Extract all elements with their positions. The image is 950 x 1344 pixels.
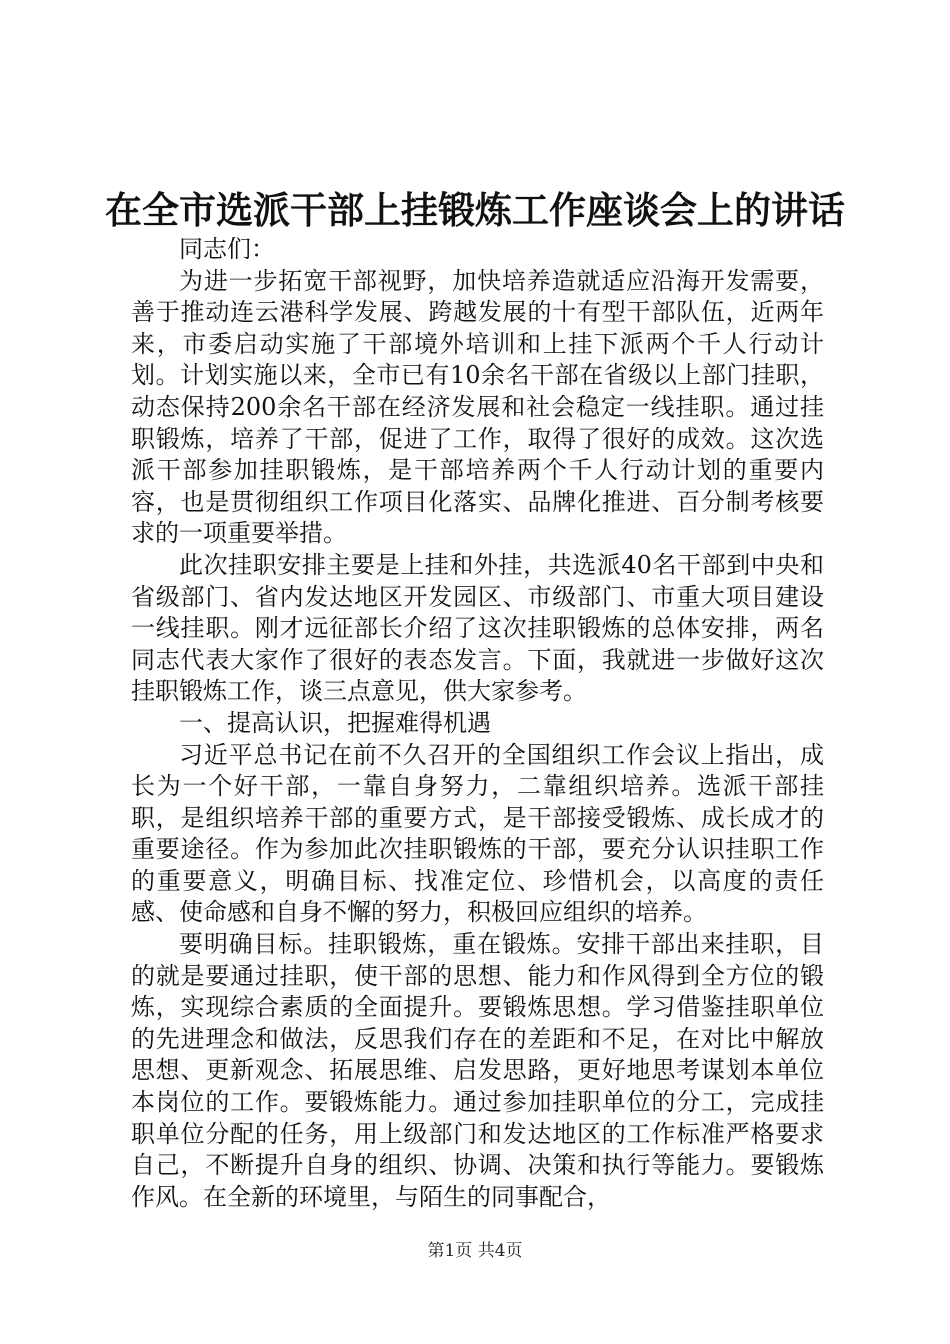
document-body — [131, 234, 824, 1213]
paragraph-goals: 要明确目标。挂职锻炼，重在锻炼。安排干部出来挂职，目的就是要通过挂职，使干部的思想、能力和作风得到全方位的锻炼，实现综合素质的全面提升。要锻炼思想。学习借鉴挂职单位的先进理念和做法，反思我们存在的差距和不足，在对比中解放思想、更新观念、拓展思维、启发思路，更好地思考谋划本单位本岗位的工作。要锻炼能力。通过参加挂职单位的分工，完成挂职单位分配的任务，用上级部门和发达地区的工作标准严格要求自己，不断提升自身的组织、协调、决策和执行等能力。要锻炼作风。在全新的环境里，与陌生的同事配合， — [131, 930, 824, 1211]
salutation: 同志们： — [179, 235, 275, 263]
paragraph-intro: 为进一步拓宽干部视野，加快培养造就适应沿海开发需要，善于推动连云港科学发展、跨越发展的十有型干部队伍，近两年来，市委启动实施了干部境外培训和上挂下派两个千人行动计划。计划实施以来，全市已有10余名干部在省级以上部门挂职，动态保持200余名干部在经济发展和社会稳定一线挂职。通过挂职锻炼，培养了干部，促进了工作，取得了很好的成效。这次选派干部参加挂职锻炼，是干部培养两个千人行动计划的重要内容，也是贯彻组织工作项目化落实、品牌化推进、百分制考核要求的一项重要举措。 — [131, 266, 824, 548]
paragraph-arrangement: 此次挂职安排主要是上挂和外挂，共选派40名干部到中央和省级部门、省内发达地区开发园区、市级部门、市重大项目建设一线挂职。刚才远征部长介绍了这次挂职锻炼的总体安排，两名同志代表大家作了很好的表态发言。下面，我就进一步做好这次挂职锻炼工作，谈三点意见，供大家参考。 — [131, 550, 824, 706]
page-footer: 第1页 共4页 — [427, 1241, 523, 1261]
paragraph-section-1: 习近平总书记在前不久召开的全国组织工作会议上指出，成长为一个好干部，一靠自身努力，二靠组织培养。选派干部挂职，是组织培养干部的重要方式，是干部接受锻炼、成长成才的重要途径。作为参加此次挂职锻炼的干部，要充分认识挂职工作的重要意义，明确目标、找准定位、珍惜机会，以高度的责任感、使命感和自身不懈的努力，积极回应组织的培养。 — [131, 740, 824, 927]
section-heading-1: 一、提高认识，把握难得机遇 — [179, 708, 491, 737]
document-title: 在全市选派干部上挂锻炼工作座谈会上的讲话 — [105, 188, 845, 232]
